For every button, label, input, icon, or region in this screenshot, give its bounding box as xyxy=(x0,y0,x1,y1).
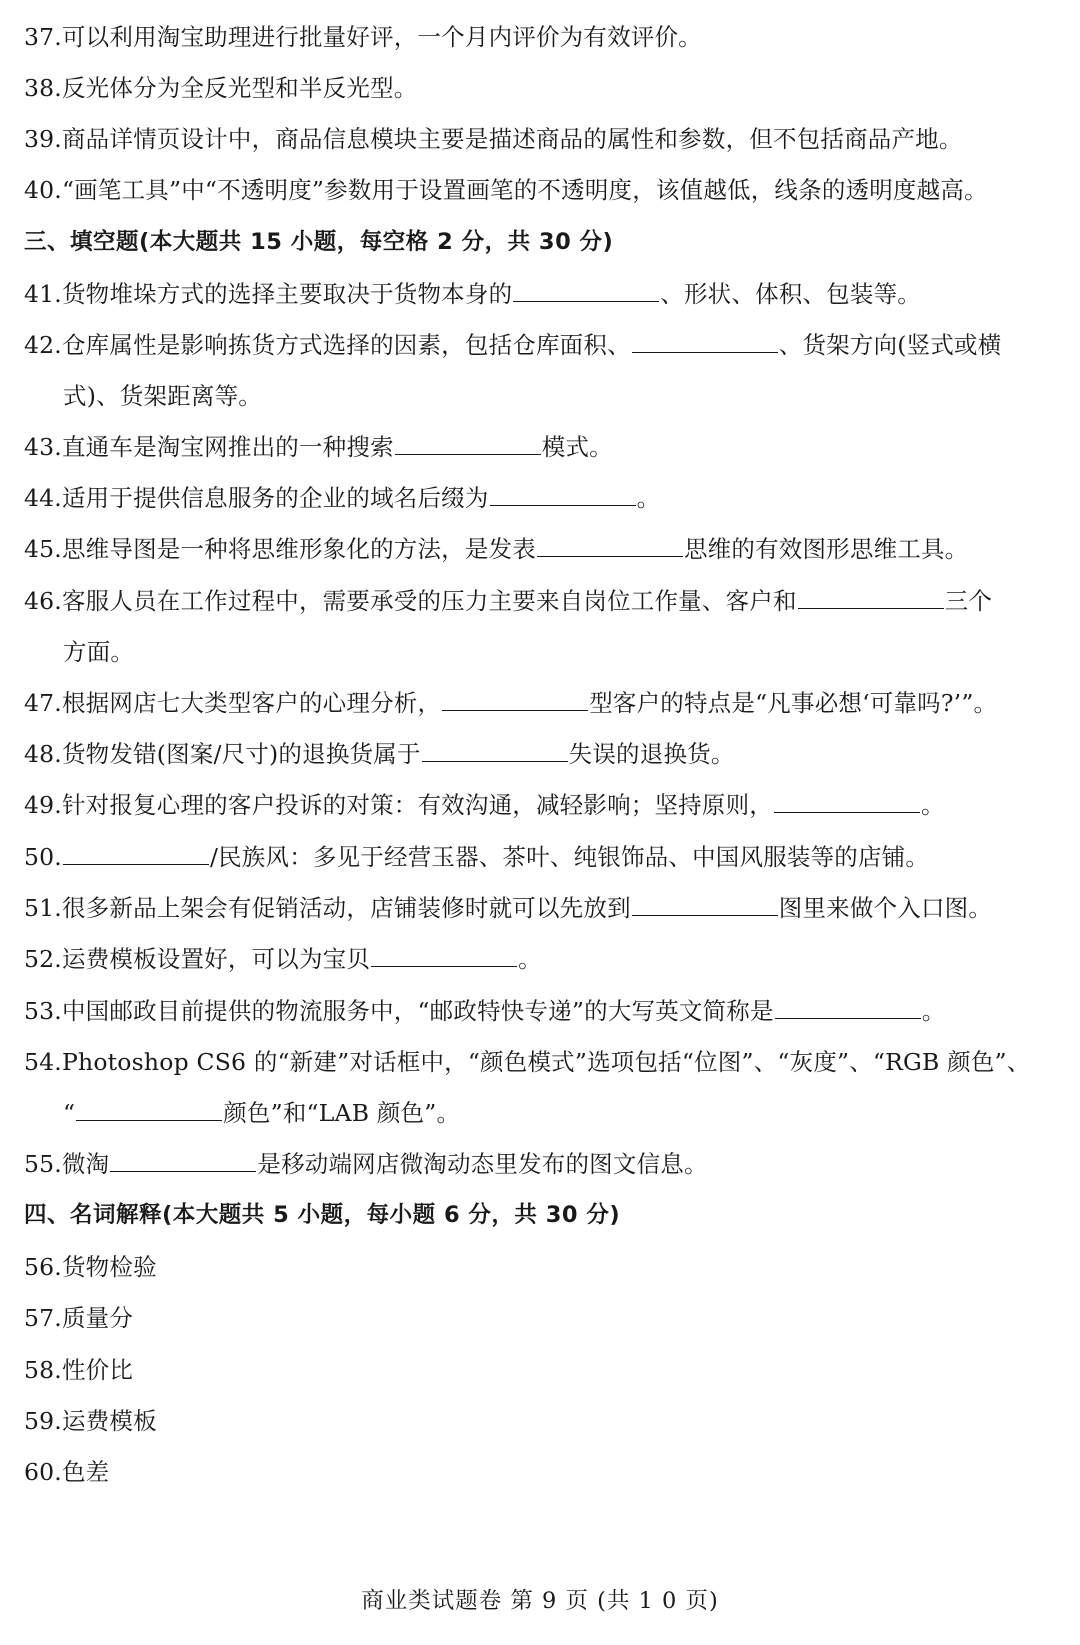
answer-blank xyxy=(442,688,588,711)
question-50-text: 50. xyxy=(24,843,62,871)
question-42-text: 42.仓库属性是影响拣货方式选择的因素，包括仓库面积、 xyxy=(24,331,631,359)
question-60: 60.色差 xyxy=(24,1458,110,1486)
answer-blank xyxy=(513,279,659,302)
question-52-text-end: 。 xyxy=(518,945,542,973)
question-55-text: 55.微淘 xyxy=(24,1150,110,1178)
answer-blank xyxy=(76,1098,222,1121)
question-48-text: 48.货物发错(图案/尺寸)的退换货属于 xyxy=(24,740,421,768)
answer-blank xyxy=(775,996,921,1019)
question-45 xyxy=(24,534,1060,564)
question-46-continuation: 方面。 xyxy=(63,638,135,666)
question-50 xyxy=(24,842,1060,872)
question-53-text: 53.中国邮政目前提供的物流服务中，“邮政特快专递”的大写英文简称是 xyxy=(24,997,774,1025)
question-43-text-end: 模式。 xyxy=(541,433,613,461)
question-42 xyxy=(24,330,1060,360)
question-49 xyxy=(24,790,1060,820)
question-44-text: 44.适用于提供信息服务的企业的域名后缀为 xyxy=(24,484,489,512)
question-41-text-end: 、形状、体积、包装等。 xyxy=(660,280,921,308)
question-37: 37.可以利用淘宝助理进行批量好评，一个月内评价为有效评价。 xyxy=(24,23,702,51)
question-46-text: 46.客服人员在工作过程中，需要承受的压力主要来自岗位工作量、客户和 xyxy=(24,587,797,615)
question-54-continuation xyxy=(63,1098,1060,1128)
answer-blank xyxy=(632,893,778,916)
question-55-text-end: 是移动端网店微淘动态里发布的图文信息。 xyxy=(257,1150,708,1178)
answer-blank xyxy=(110,1149,256,1172)
answer-blank xyxy=(490,483,636,506)
answer-blank xyxy=(774,790,920,813)
question-43-text: 43.直通车是淘宝网推出的一种搜索 xyxy=(24,433,394,461)
answer-blank xyxy=(395,432,541,455)
question-54-text-end: 颜色”和“LAB 颜色”。 xyxy=(223,1099,461,1127)
question-48 xyxy=(24,739,1060,769)
question-51-text: 51.很多新品上架会有促销活动，店铺装修时就可以先放到 xyxy=(24,894,631,922)
question-47 xyxy=(24,688,1060,718)
question-51-text-end: 图里来做个入口图。 xyxy=(778,894,993,922)
page-footer: 商业类试题卷 第 9 页 (共 1 0 页) xyxy=(361,1588,719,1614)
question-50-text-end: /民族风：多见于经营玉器、茶叶、纯银饰品、中国风服装等的店铺。 xyxy=(209,843,930,871)
question-42-text-end: 、货架方向(竖式或横 xyxy=(778,331,1002,359)
answer-blank xyxy=(371,944,517,967)
answer-blank xyxy=(63,842,209,865)
question-47-text: 47.根据网店七大类型客户的心理分析， xyxy=(24,689,442,717)
question-58: 58.性价比 xyxy=(24,1356,134,1384)
question-46 xyxy=(24,586,1060,616)
question-49-text: 49.针对报复心理的客户投诉的对策：有效沟通，减轻影响；坚持原则， xyxy=(24,791,773,819)
question-43 xyxy=(24,432,1060,462)
question-57: 57.质量分 xyxy=(24,1304,134,1332)
question-53-text-end: 。 xyxy=(921,997,946,1025)
question-39: 39.商品详情页设计中，商品信息模块主要是描述商品的属性和参数，但不包括商品产地。 xyxy=(24,125,963,153)
section-4-heading: 四、名词解释(本大题共 5 小题，每小题 6 分，共 30 分) xyxy=(24,1202,621,1228)
section-3-heading: 三、填空题(本大题共 15 小题，每空格 2 分，共 30 分) xyxy=(24,229,614,255)
question-56: 56.货物检验 xyxy=(24,1253,157,1281)
question-45-text: 45.思维导图是一种将思维形象化的方法，是发表 xyxy=(24,535,536,563)
question-45-text-end: 思维的有效图形思维工具。 xyxy=(683,535,969,563)
question-40: 40.“画笔工具”中“不透明度”参数用于设置画笔的不透明度，该值越低，线条的透明度越高。 xyxy=(24,176,988,204)
question-46-text-end: 三个 xyxy=(944,587,993,615)
question-55 xyxy=(24,1149,1060,1179)
question-38: 38.反光体分为全反光型和半反光型。 xyxy=(24,74,418,102)
question-47-text-end: 型客户的特点是“凡事必想‘可靠吗?’”。 xyxy=(589,689,998,717)
question-41 xyxy=(24,279,1060,309)
question-51 xyxy=(24,893,1060,923)
answer-blank xyxy=(798,586,944,609)
answer-blank xyxy=(422,739,568,762)
question-41-text: 41.货物堆垛方式的选择主要取决于货物本身的 xyxy=(24,280,513,308)
question-48-text-end: 失误的退换货。 xyxy=(568,740,735,768)
question-52-text: 52.运费模板设置好，可以为宝贝 xyxy=(24,945,371,973)
question-53 xyxy=(24,996,1060,1026)
question-42-continuation: 式)、货架距离等。 xyxy=(63,382,262,410)
question-59: 59.运费模板 xyxy=(24,1407,157,1435)
question-44 xyxy=(24,483,1060,513)
answer-blank xyxy=(632,330,778,353)
answer-blank xyxy=(537,534,683,557)
question-49-text-end: 。 xyxy=(920,791,945,819)
question-52 xyxy=(24,944,1060,974)
question-54-text: “ xyxy=(63,1099,76,1127)
question-44-text-end: 。 xyxy=(636,484,661,512)
question-54: 54.Photoshop CS6 的“新建”对话框中，“颜色模式”选项包括“位图”、“灰度”、“RGB 颜色”、 xyxy=(24,1048,1031,1076)
